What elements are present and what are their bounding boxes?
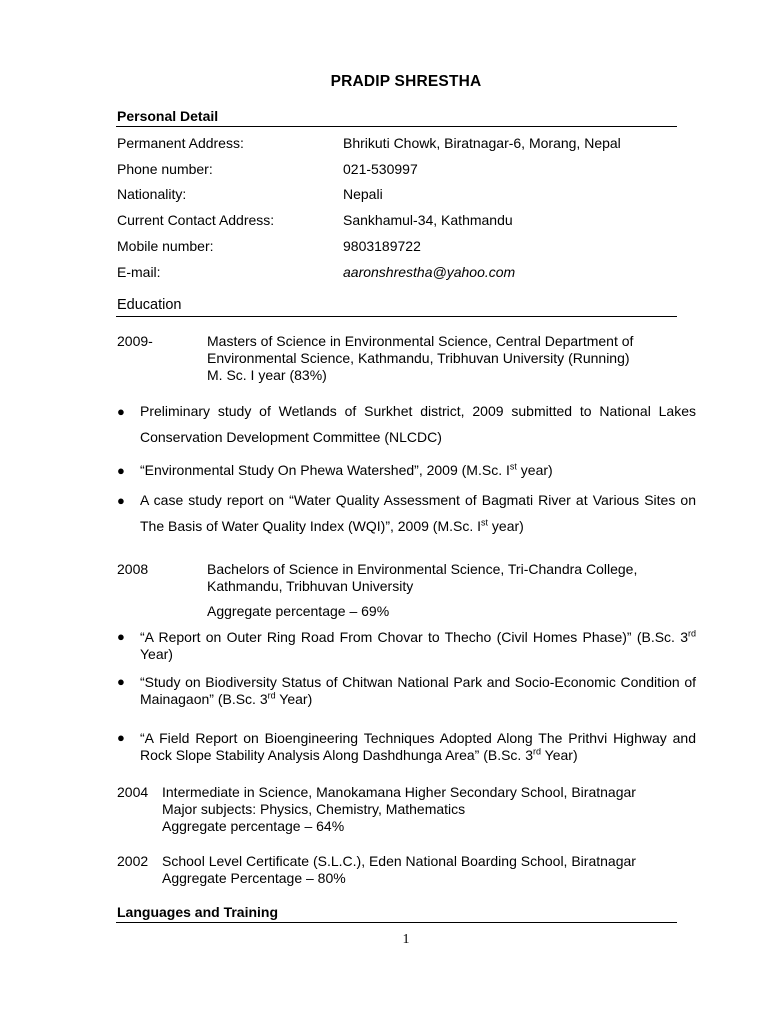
- personal-detail-heading: Personal Detail: [117, 108, 219, 124]
- study-2009-3: [140, 487, 696, 539]
- permanent-address-label: Permanent Address:: [117, 135, 244, 151]
- mobile-number-label: Mobile number:: [117, 238, 214, 254]
- study-2009-3-text: A case study report on “Water Quality Assessment of Bagmati River at Various Sites on The Basis of Water Quality Index (WQI)”, 2009 (M.Sc. I: [140, 492, 696, 534]
- study-2009-2-tail: year): [516, 462, 553, 478]
- study-2008-2-tail: Year): [275, 691, 313, 707]
- nationality-label: Nationality:: [117, 186, 187, 202]
- study-2008-1: [140, 629, 696, 663]
- degree-2004-line1: Intermediate in Science, Manokamana Higher Secondary School, Biratnagar: [162, 784, 636, 800]
- degree-2009-line2: Environmental Science, Kathmandu, Tribhuvan University (Running): [207, 350, 630, 366]
- education-rule: [116, 316, 677, 317]
- current-contact-address-value: Sankhamul-34, Kathmandu: [343, 212, 513, 228]
- study-2008-1-tail: Year): [140, 646, 173, 662]
- study-2009-1: Preliminary study of Wetlands of Surkhet district, 2009 submitted to National Lakes Conservation Development Committee (NLCDC): [140, 403, 696, 445]
- bullet-icon: ●: [117, 629, 125, 644]
- study-2008-2-text: “Study on Biodiversity Status of Chitwan National Park and Socio-Economic Condition of Mainagaon” (B.Sc. 3: [140, 674, 696, 707]
- degree-2009-line3: M. Sc. I year (83%): [207, 367, 327, 383]
- page-number: 1: [402, 932, 410, 947]
- education-heading: Education: [117, 297, 182, 313]
- bullet-icon: ●: [117, 404, 125, 419]
- degree-2004-line2: Major subjects: Physics, Chemistry, Mathematics: [162, 801, 466, 817]
- study-2008-1-text: “A Report on Outer Ring Road From Chovar to Thecho (Civil Homes Phase)” (B.Sc. 3: [140, 629, 688, 645]
- mobile-number-value: 9803189722: [343, 238, 421, 254]
- degree-2008-line2: Kathmandu, Tribhuvan University: [207, 578, 414, 594]
- study-2008-2-sup: rd: [267, 690, 276, 701]
- degree-2008: [207, 561, 637, 595]
- phone-number-label: Phone number:: [117, 161, 213, 177]
- year-2008: 2008: [117, 561, 149, 577]
- email-label: E-mail:: [117, 264, 161, 280]
- permanent-address-value: Bhrikuti Chowk, Biratnagar-6, Morang, Nepal: [343, 135, 621, 151]
- degree-2009: [207, 333, 633, 384]
- study-2009-3-sup: st: [481, 517, 489, 528]
- study-2008-3: [140, 730, 696, 764]
- study-2008-3-sup: rd: [533, 746, 542, 757]
- study-2008-3-text: “A Field Report on Bioengineering Techniques Adopted Along The Prithvi Highway and Rock Slope Stability Analysis Along Dashdhunga Area” (B.Sc. 3: [140, 730, 696, 763]
- study-2008-3-tail: Year): [541, 747, 578, 763]
- year-2002: 2002: [117, 853, 149, 869]
- degree-2002: [162, 853, 636, 887]
- degree-2002-line1: School Level Certificate (S.L.C.), Eden National Boarding School, Biratnagar: [162, 853, 636, 869]
- languages-training-rule: [116, 922, 677, 923]
- study-2008-1-sup: rd: [687, 628, 696, 639]
- degree-2004: [162, 784, 636, 835]
- degree-2002-line2: Aggregate Percentage – 80%: [162, 870, 346, 886]
- study-2009-2: [140, 457, 696, 483]
- year-2009: 2009-: [117, 333, 153, 349]
- personal-detail-rule: [116, 126, 677, 127]
- current-contact-address-label: Current Contact Address:: [117, 212, 275, 228]
- year-2004: 2004: [117, 784, 149, 800]
- languages-training-heading: Languages and Training: [117, 904, 279, 920]
- degree-2008-line1: Bachelors of Science in Environmental Science, Tri-Chandra College,: [207, 561, 638, 577]
- study-2008-2: [140, 674, 696, 708]
- study-2009-2-text: “Environmental Study On Phewa Watershed”, 2009 (M.Sc. I: [140, 462, 510, 478]
- bullet-icon: ●: [117, 674, 125, 689]
- degree-2004-line3: Aggregate percentage – 64%: [162, 818, 345, 834]
- phone-number-value: 021-530997: [343, 161, 418, 177]
- bullet-icon: ●: [117, 493, 125, 508]
- degree-2008-aggregate: Aggregate percentage – 69%: [207, 603, 390, 619]
- resume-name: PRADIP SHRESTHA: [330, 73, 482, 90]
- nationality-value: Nepali: [343, 186, 383, 202]
- email-value[interactable]: aaronshrestha@yahoo.com: [343, 264, 516, 280]
- degree-2009-line1: Masters of Science in Environmental Science, Central Department of: [207, 333, 634, 349]
- study-2009-2-sup: st: [509, 461, 517, 472]
- bullet-icon: ●: [117, 463, 125, 478]
- study-2009-3-tail: year): [488, 518, 524, 534]
- bullet-icon: ●: [117, 730, 125, 745]
